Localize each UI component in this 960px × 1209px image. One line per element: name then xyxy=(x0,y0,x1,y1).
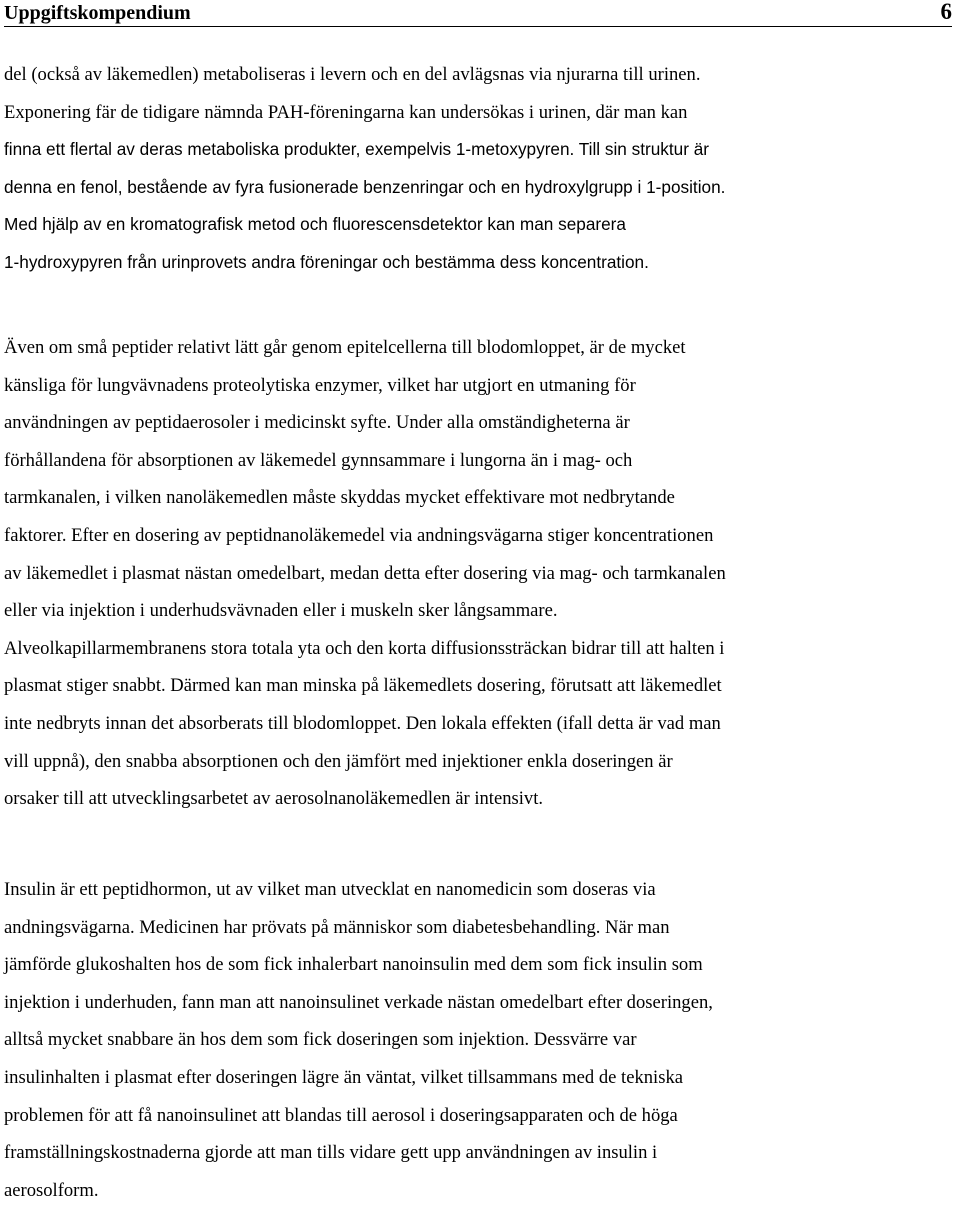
document-title: Uppgiftskompendium xyxy=(4,2,191,24)
text-line xyxy=(4,56,960,94)
text-segment: Med hjälp av en kromatografisk metod och fluorescensdetektor kan man separera xyxy=(4,214,626,235)
text-line xyxy=(4,1134,960,1172)
page-number: 6 xyxy=(940,0,952,24)
text-line xyxy=(4,1059,960,1097)
text-line xyxy=(4,592,960,630)
text-line xyxy=(4,131,960,169)
text-line xyxy=(4,404,960,442)
text-segment: jämförde glukoshalten hos de som fick inhalerbart nanoinsulin med dem som fick insulin som xyxy=(4,954,703,976)
text-line xyxy=(4,630,960,668)
text-line xyxy=(4,1097,960,1135)
text-line xyxy=(4,244,960,282)
text-segment: denna en fenol, bestående av fyra fusionerade benzenringar och en hydroxylgrupp i 1-position. xyxy=(4,176,726,197)
text-line xyxy=(4,555,960,593)
text-line xyxy=(4,169,960,207)
text-segment: Insulin är ett peptidhormon, ut av vilket man utvecklat en nanomedicin som doseras via xyxy=(4,879,656,900)
text-line xyxy=(4,94,960,132)
text-segment: 1-hydroxypyren från urinprovets andra föreningar och bestämma dess koncentration. xyxy=(4,251,649,272)
text-segment: inte nedbryts innan det absorberats till blodomloppet. Den lokala effekten (ifall detta är vad man xyxy=(4,712,721,734)
page-header xyxy=(4,0,952,27)
text-segment: plasmat stiger snabbt. Därmed kan man minska på läkemedlets dosering, förutsatt att läkemedlet xyxy=(4,675,722,697)
text-segment: faktorer. Efter en dosering av peptidnanoläkemedel via andningsvägarna stiger koncentrationen xyxy=(4,524,714,546)
paragraph xyxy=(4,56,960,282)
text-segment: eller via injektion i underhudsvävnaden eller i muskeln sker långsammare. xyxy=(4,600,558,622)
text-line xyxy=(4,517,960,555)
text-line xyxy=(4,479,960,517)
text-segment: känsliga för lungvävnadens proteolytiska enzymer, vilket har utgjort en utmaning för xyxy=(4,374,636,396)
text-segment: förhållandena för absorptionen av läkemedel gynnsammare i lungorna än i mag- och xyxy=(4,449,633,471)
text-line xyxy=(4,871,960,909)
text-line xyxy=(4,367,960,405)
paragraph xyxy=(4,329,960,818)
text-segment: Alveolkapillarmembranens stora totala yta och den korta diffusionssträckan bidrar till att halten i xyxy=(4,637,725,659)
text-line xyxy=(4,909,960,947)
text-segment: del (också av läkemedlen) metaboliseras i levern och en del avlägsnas via njurarna till urinen. xyxy=(4,64,701,85)
text-segment: aerosolform. xyxy=(4,1179,99,1201)
text-segment: finna ett flertal av deras metaboliska produkter, exempelvis 1-metoxypyren. xyxy=(4,139,579,160)
text-line xyxy=(4,206,960,244)
paragraph xyxy=(4,871,960,1209)
text-line xyxy=(4,329,960,367)
text-segment: Även om små peptider relativt lätt går genom epitelcellerna till blodomloppet, är de mycket xyxy=(4,337,686,358)
text-segment: injektion i underhuden, fann man att nanoinsulinet verkade nästan omedelbart efter doseringen, xyxy=(4,991,713,1013)
text-segment: tarmkanalen, i vilken nanoläkemedlen måste skyddas mycket effektivare mot nedbrytande xyxy=(4,487,675,509)
text-line xyxy=(4,1172,960,1209)
text-line xyxy=(4,780,960,818)
text-segment: alltså mycket snabbare än hos dem som fick doseringen som injektion. Dessvärre var xyxy=(4,1029,637,1051)
text-line xyxy=(4,442,960,480)
text-segment: problemen för att få nanoinsulinet att blandas till aerosol i doseringsapparaten och de höga xyxy=(4,1104,678,1126)
text-segment: framställningskostnaderna gjorde att man tills vidare gett upp användningen av insulin i xyxy=(4,1142,658,1164)
text-line xyxy=(4,743,960,781)
text-segment: andningsvägarna. Medicinen har prövats på människor som diabetesbehandling. När man xyxy=(4,916,670,938)
text-line xyxy=(4,705,960,743)
text-segment: av läkemedlet i plasmat nästan omedelbart, medan detta efter dosering via mag- och tarmkanalen xyxy=(4,562,726,584)
text-segment: orsaker till att utvecklingsarbetet av aerosolnanoläkemedlen är intensivt. xyxy=(4,788,544,810)
text-line xyxy=(4,1021,960,1059)
text-segment: Till sin struktur är xyxy=(578,139,709,160)
text-segment: insulinhalten i plasmat efter doseringen lägre än väntat, vilket tillsammans med de tekniska xyxy=(4,1066,683,1088)
text-line xyxy=(4,946,960,984)
text-segment: användningen av peptidaerosoler i medicinskt syfte. Under alla omständigheterna är xyxy=(4,412,630,434)
text-line xyxy=(4,667,960,705)
text-segment: Exponering fär de tidigare nämnda PAH-föreningarna kan undersökas i urinen, där man kan xyxy=(4,101,688,123)
text-line xyxy=(4,984,960,1022)
text-segment: vill uppnå), den snabba absorptionen och den jämfört med injektioner enkla doseringen är xyxy=(4,750,673,772)
